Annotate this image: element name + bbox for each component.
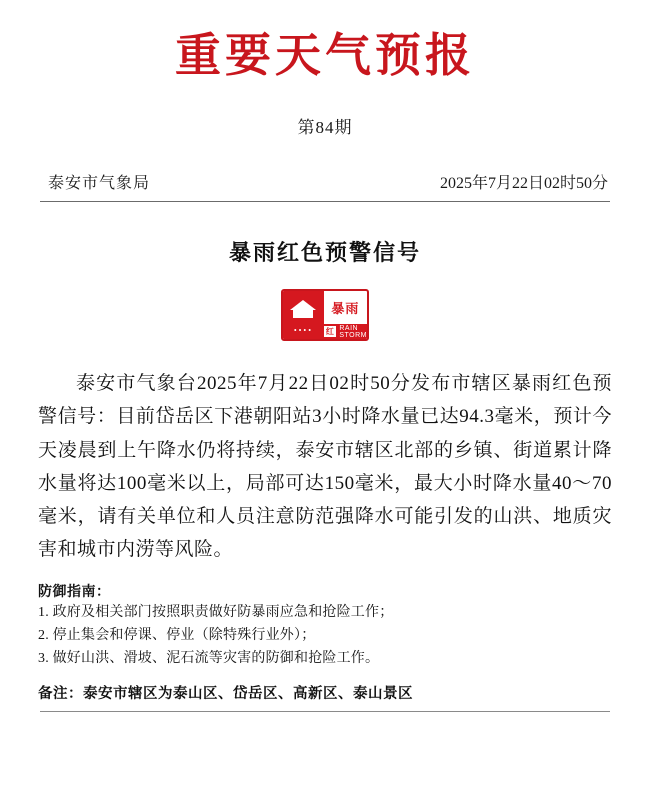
footer-divider [40,711,610,712]
defense-guide [30,581,620,670]
defense-guide-title: 防御指南： [38,584,111,600]
defense-guide-item: 3. 做好山洪、滑坡、泥石流等灾害的防御和抢险工作。 [38,650,380,666]
warning-body-text: 泰安市气象台2025年7月22日02时50分发布市辖区暴雨红色预警信号：目前岱岳区下港朝阳站3小时降水量已达94.3毫米，预计今天凌晨到上午降水仍将持续，泰安市辖区北部的乡镇、街道累计降水量将达100毫米以上，局部可达150毫米，最大小时降水量40～70毫米，请有关单位和人员注意防范强降水可能引发的山洪、地质灾害和城市内涝等风险。 [38,373,612,561]
warning-subtitle: 暴雨红色预警信号 [228,240,421,266]
issue-number: 第84期 [297,118,353,138]
raindrops-icon: •••• [293,326,314,336]
warning-icon-en-row [324,324,367,339]
document-meta [30,170,620,193]
warning-icon-en-label: RAIN STORM [339,324,367,339]
header-divider [40,201,610,202]
page-title: 重要天气预报 [175,28,475,82]
house-body-icon [293,310,313,318]
warning-icon-wrap [30,289,620,341]
warning-icon-cn-label: 暴雨 [331,302,360,318]
issuer-name: 泰安市气象局 [48,175,151,193]
document-page [0,28,650,806]
rainstorm-red-warning-icon [281,289,369,341]
document-note: 备注：泰安市辖区为泰山区、岱岳区、高新区、泰山景区 [38,685,413,702]
defense-guide-item: 2. 停止集会和停课、停业（除特殊行业外）； [38,627,316,643]
warning-icon-level-char: 红 [325,327,335,337]
issue-datetime: 2025年7月22日02时50分 [439,175,608,193]
house-roof-icon [290,300,316,310]
rain-house-icon [283,291,324,339]
defense-guide-item: 1. 政府及相关部门按照职责做好防暴雨应急和抢险工作； [38,604,394,620]
warning-icon-labels [324,291,367,339]
